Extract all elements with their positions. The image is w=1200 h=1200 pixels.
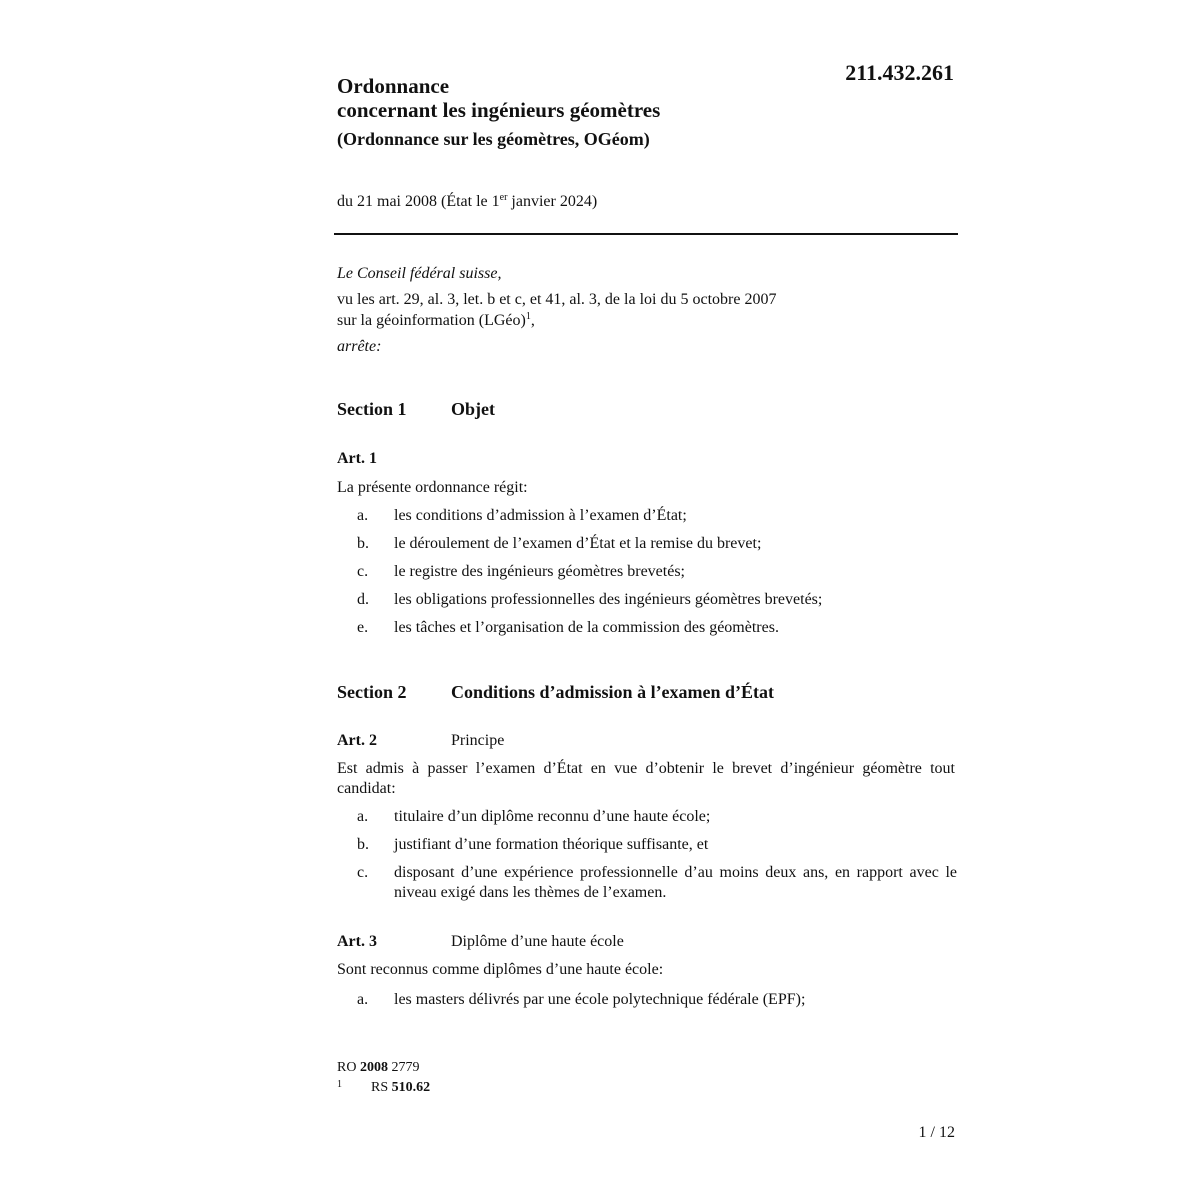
list-text: les conditions d’admission à l’examen d’État; — [394, 507, 687, 524]
art-2-number: Art. 2 — [337, 732, 377, 749]
ro-page: 2779 — [387, 1060, 420, 1075]
header-rule — [334, 233, 958, 235]
page-number: 1 / 12 — [918, 1124, 955, 1141]
list-text: disposant d’une expérience professionnelle d’au moins deux ans, en rapport avec le niveau exigé dans les thèmes de l’examen. — [394, 864, 957, 901]
list-letter: a. — [357, 808, 369, 825]
ro-year: 2008 — [359, 1060, 388, 1075]
list-letter: a. — [357, 991, 369, 1008]
date-prefix: du 21 mai 2008 (État le 1 — [337, 193, 500, 210]
subtitle: (Ordonnance sur les géomètres, OGéom) — [337, 129, 650, 149]
list-item — [357, 863, 957, 903]
preamble-basis-line-1: vu les art. 29, al. 3, let. b et c, et 41, al. 3, de la loi du 5 octobre 2007 — [337, 291, 777, 308]
title-line-1: Ordonnance — [337, 74, 450, 98]
preamble-decree: arrête: — [337, 338, 382, 355]
list-letter: b. — [357, 836, 369, 853]
date-line — [337, 192, 597, 212]
list-text: titulaire d’un diplôme reconnu d’une haute école; — [394, 808, 711, 825]
date-superscript: er — [499, 192, 508, 203]
art-3-number: Art. 3 — [337, 933, 377, 950]
list-text: justifiant d’une formation théorique suffisante, et — [394, 836, 709, 853]
list-item — [357, 562, 957, 582]
list-item — [357, 590, 957, 610]
art-1-intro: La présente ordonnance régit: — [337, 479, 528, 496]
date-suffix: janvier 2024) — [507, 193, 598, 210]
list-text: les masters délivrés par une école polytechnique fédérale (EPF); — [394, 991, 806, 1008]
art-3-heading — [337, 932, 624, 952]
footnote-1-prefix: RS — [371, 1080, 392, 1095]
art-1-number: Art. 1 — [337, 450, 377, 467]
footnotes — [337, 1058, 430, 1098]
list-letter: c. — [357, 563, 369, 580]
footnote-ro — [337, 1058, 430, 1078]
list-text: les tâches et l’organisation de la commission des géomètres. — [394, 619, 779, 636]
document-number: 211.432.261 — [845, 60, 954, 85]
list-letter: b. — [357, 535, 369, 552]
footnote-ref-1[interactable]: 1 — [525, 311, 531, 322]
art-2-title: Principe — [451, 732, 505, 749]
list-item — [357, 835, 957, 855]
basis-text: sur la géoinformation (LGéo) — [337, 312, 526, 329]
preamble-basis-line-2 — [337, 311, 535, 331]
title-line-2: concernant les ingénieurs géomètres — [337, 98, 661, 122]
section-2-number: Section 2 — [337, 682, 407, 702]
list-letter: d. — [357, 591, 369, 608]
list-letter: c. — [357, 864, 369, 881]
section-2-title: Conditions d’admission à l’examen d’État — [451, 682, 775, 702]
footnote-1: 1 RS 510.62 — [337, 1079, 431, 1095]
ro-prefix: RO — [337, 1060, 360, 1075]
list-item — [357, 618, 957, 638]
section-2-heading — [337, 681, 774, 703]
list-letter: e. — [357, 619, 369, 636]
list-letter: a. — [357, 507, 369, 524]
art-1-list — [357, 506, 957, 646]
art-3-list — [357, 990, 957, 1018]
section-1-title: Objet — [451, 399, 495, 419]
list-text: les obligations professionnelles des ingénieurs géomètres brevetés; — [394, 591, 823, 608]
footnote-1-number: 510.62 — [391, 1080, 431, 1095]
list-text: le déroulement de l’examen d’État et la remise du brevet; — [394, 535, 762, 552]
section-1-number: Section 1 — [337, 399, 407, 419]
list-item — [357, 807, 957, 827]
list-item — [357, 990, 957, 1010]
title-block — [337, 74, 757, 150]
section-1-heading — [337, 398, 495, 420]
art-2-intro: Est admis à passer l’examen d’État en vue d’obtenir le brevet d’ingénieur géomètre tout candidat: — [337, 760, 955, 797]
art-3-title: Diplôme d’une haute école — [451, 933, 624, 950]
preamble-authority: Le Conseil fédéral suisse, — [337, 265, 502, 282]
list-item — [357, 534, 957, 554]
art-2-list — [357, 807, 957, 911]
art-1-heading — [337, 449, 451, 469]
list-item — [357, 506, 957, 526]
art-2-heading — [337, 731, 504, 751]
basis-end: , — [530, 312, 535, 329]
list-text: le registre des ingénieurs géomètres brevetés; — [394, 563, 685, 580]
art-3-intro: Sont reconnus comme diplômes d’une haute école: — [337, 961, 664, 978]
